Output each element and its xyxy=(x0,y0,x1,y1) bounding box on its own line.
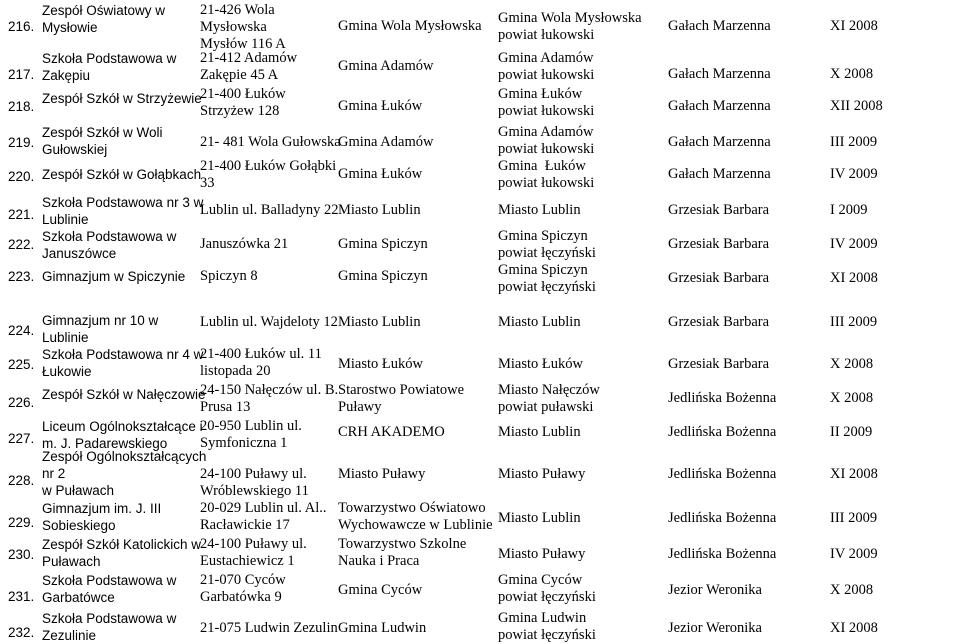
responsible-person: Jezior Weronika xyxy=(668,620,762,636)
commune-district: Gmina Adamów powiat łukowski xyxy=(498,124,595,157)
row-number: 231. xyxy=(8,589,35,604)
school-name: Gimnazjum im. J. III Sobieskiego xyxy=(42,501,162,533)
commune-district: Miasto Lublin xyxy=(498,510,581,526)
school-name: Szkoła Podstawowa w Garbatówce xyxy=(42,573,177,605)
governing-body: Gmina Adamów xyxy=(338,58,434,74)
school-address: 20-950 Lublin ul. Symfoniczna 1 xyxy=(200,418,302,451)
school-address: 24-100 Puławy ul. Eustachiewicz 1 xyxy=(200,536,307,569)
responsible-person: Gałach Marzenna xyxy=(668,166,771,182)
inspection-date: X 2008 xyxy=(830,356,874,372)
governing-body: Gmina Spiczyn xyxy=(338,236,428,252)
row-number: 223. xyxy=(8,269,35,284)
responsible-person: Grzesiak Barbara xyxy=(668,314,770,330)
school-name: Szkoła Podstawowa nr 4 w Łukowie xyxy=(42,347,204,379)
responsible-person: Jedlińska Bożenna xyxy=(668,390,777,406)
school-address: 21-070 Cyców Garbatówka 9 xyxy=(200,572,286,605)
row-number: 222. xyxy=(8,237,35,252)
responsible-person: Gałach Marzenna xyxy=(668,18,771,34)
school-address: 21-400 Łuków Gołąbki 33 xyxy=(200,158,337,191)
governing-body: Gmina Łuków xyxy=(338,166,423,182)
inspection-date: III 2009 xyxy=(830,134,878,150)
row-number: 221. xyxy=(8,207,35,222)
commune-district: Gmina Wola Mysłowska powiat łukowski xyxy=(498,10,642,43)
commune-district: Gmina Łuków powiat łukowski xyxy=(498,86,595,119)
row-number: 226. xyxy=(8,395,35,410)
school-address: 21-400 Łuków ul. 11 listopada 20 xyxy=(200,346,322,379)
inspection-date: XI 2008 xyxy=(830,18,878,34)
commune-district: Miasto Nałęczów powiat puławski xyxy=(498,382,600,415)
school-name: Zespół Szkół Katolickich w Puławach xyxy=(42,537,202,569)
school-name: Zespół Szkół w Gołąbkach xyxy=(42,167,202,182)
commune-district: Gmina Spiczyn powiat łęczyński xyxy=(498,228,596,261)
responsible-person: Jedlińska Bożenna xyxy=(668,546,777,562)
inspection-date: X 2008 xyxy=(830,66,874,82)
inspection-date: I 2009 xyxy=(830,202,868,218)
school-address: Januszówka 21 xyxy=(200,236,289,252)
commune-district: Gmina Spiczyn powiat łęczyński xyxy=(498,262,596,295)
responsible-person: Gałach Marzenna xyxy=(668,66,771,82)
school-address: 20-029 Lublin ul. Al.. Racławickie 17 xyxy=(200,500,327,533)
governing-body: Gmina Cyców xyxy=(338,582,423,598)
school-address: Lublin ul. Wajdeloty 12 xyxy=(200,314,338,330)
commune-district: Miasto Lublin xyxy=(498,424,581,440)
row-number: 224. xyxy=(8,323,35,338)
row-number: 232. xyxy=(8,625,35,640)
inspection-date: IV 2009 xyxy=(830,166,878,182)
governing-body: Starostwo Powiatowe Puławy xyxy=(338,382,465,415)
row-number: 217. xyxy=(8,67,35,82)
school-address: 21-412 Adamów Zakępie 45 A xyxy=(200,50,298,83)
school-name: Szkoła Podstawowa w Zezulinie xyxy=(42,611,177,643)
school-address: 21-426 Wola Mysłowska Mysłów 116 A xyxy=(200,2,286,52)
inspection-date: XI 2008 xyxy=(830,270,878,286)
school-name: Zespół Szkół w Nałęczowie xyxy=(42,387,206,402)
row-number: 220. xyxy=(8,169,35,184)
row-number: 225. xyxy=(8,357,35,372)
governing-body: Towarzystwo Oświatowo Wychowawcze w Lublinie xyxy=(338,500,493,533)
governing-body: Gmina Wola Mysłowska xyxy=(338,18,482,34)
governing-body: Gmina Spiczyn xyxy=(338,268,428,284)
inspection-date: XI 2008 xyxy=(830,620,878,636)
inspection-date: II 2009 xyxy=(830,424,873,440)
inspection-date: X 2008 xyxy=(830,582,874,598)
inspection-date: IV 2009 xyxy=(830,546,878,562)
governing-body: Towarzystwo Szkolne Nauka i Praca xyxy=(338,536,467,569)
school-name: Szkoła Podstawowa nr 3 w Lublinie xyxy=(42,195,204,227)
governing-body: Gmina Łuków xyxy=(338,98,423,114)
governing-body: Miasto Lublin xyxy=(338,314,421,330)
commune-district: Miasto Puławy xyxy=(498,546,586,562)
school-name: Zespół Oświatowy w Mysłowie xyxy=(42,3,166,35)
school-address: Lublin ul. Balladyny 22 xyxy=(200,202,339,218)
row-number: 230. xyxy=(8,547,35,562)
inspection-date: XII 2008 xyxy=(830,98,883,114)
commune-district: Miasto Lublin xyxy=(498,202,581,218)
inspection-date: III 2009 xyxy=(830,314,878,330)
inspection-date: XI 2008 xyxy=(830,466,878,482)
school-address: 21-400 Łuków Strzyżew 128 xyxy=(200,86,286,119)
row-number: 219. xyxy=(8,135,35,150)
row-number: 228. xyxy=(8,473,35,488)
school-name: Gimnazjum nr 10 w Lublinie xyxy=(42,313,159,345)
school-name: Liceum Ogólnokształcące i m. J. Padarewskiego xyxy=(42,419,203,451)
row-number: 227. xyxy=(8,431,35,446)
responsible-person: Grzesiak Barbara xyxy=(668,236,770,252)
responsible-person: Jedlińska Bożenna xyxy=(668,424,777,440)
school-name: Gimnazjum w Spiczynie xyxy=(42,269,186,284)
governing-body: CRH AKADEMO xyxy=(338,424,445,440)
responsible-person: Grzesiak Barbara xyxy=(668,202,770,218)
school-address: 21-075 Ludwin Zezulin xyxy=(200,620,338,636)
school-address: 24-150 Nałęczów ul. B. Prusa 13 xyxy=(200,382,339,415)
governing-body: Gmina Adamów xyxy=(338,134,434,150)
row-number: 229. xyxy=(8,515,35,530)
responsible-person: Grzesiak Barbara xyxy=(668,270,770,286)
school-name: Zespół Szkół w Strzyżewie xyxy=(42,91,202,106)
school-name: Szkoła Podstawowa w Januszówce xyxy=(42,229,177,261)
commune-district: Gmina Adamów powiat łukowski xyxy=(498,50,595,83)
responsible-person: Jedlińska Bożenna xyxy=(668,466,777,482)
inspection-date: IV 2009 xyxy=(830,236,878,252)
governing-body: Miasto Lublin xyxy=(338,202,421,218)
school-address: 24-100 Puławy ul. Wróblewskiego 11 xyxy=(200,466,309,499)
school-address: Spiczyn 8 xyxy=(200,268,258,284)
school-name: Szkoła Podstawowa w Zakępiu xyxy=(42,51,177,83)
inspection-date: III 2009 xyxy=(830,510,878,526)
responsible-person: Gałach Marzenna xyxy=(668,98,771,114)
responsible-person: Gałach Marzenna xyxy=(668,134,771,150)
responsible-person: Grzesiak Barbara xyxy=(668,356,770,372)
school-name: Zespół Ogólnokształcących nr 2 w Puławach xyxy=(42,449,207,498)
responsible-person: Jedlińska Bożenna xyxy=(668,510,777,526)
commune-district: Gmina Ludwin powiat łęczyński xyxy=(498,610,596,643)
governing-body: Miasto Łuków xyxy=(338,356,423,372)
governing-body: Gmina Ludwin xyxy=(338,620,427,636)
commune-district: Gmina Łuków powiat łukowski xyxy=(498,158,595,191)
commune-district: Miasto Lublin xyxy=(498,314,581,330)
commune-district: Miasto Puławy xyxy=(498,466,586,482)
school-name: Zespół Szkół w Woli Gułowskiej xyxy=(42,125,163,157)
commune-district: Gmina Cyców powiat łęczyński xyxy=(498,572,596,605)
commune-district: Miasto Łuków xyxy=(498,356,583,372)
school-address: 21- 481 Wola Gułowska xyxy=(200,134,341,150)
governing-body: Miasto Puławy xyxy=(338,466,426,482)
inspection-date: X 2008 xyxy=(830,390,874,406)
row-number: 218. xyxy=(8,99,35,114)
row-number: 216. xyxy=(8,19,35,34)
responsible-person: Jezior Weronika xyxy=(668,582,762,598)
